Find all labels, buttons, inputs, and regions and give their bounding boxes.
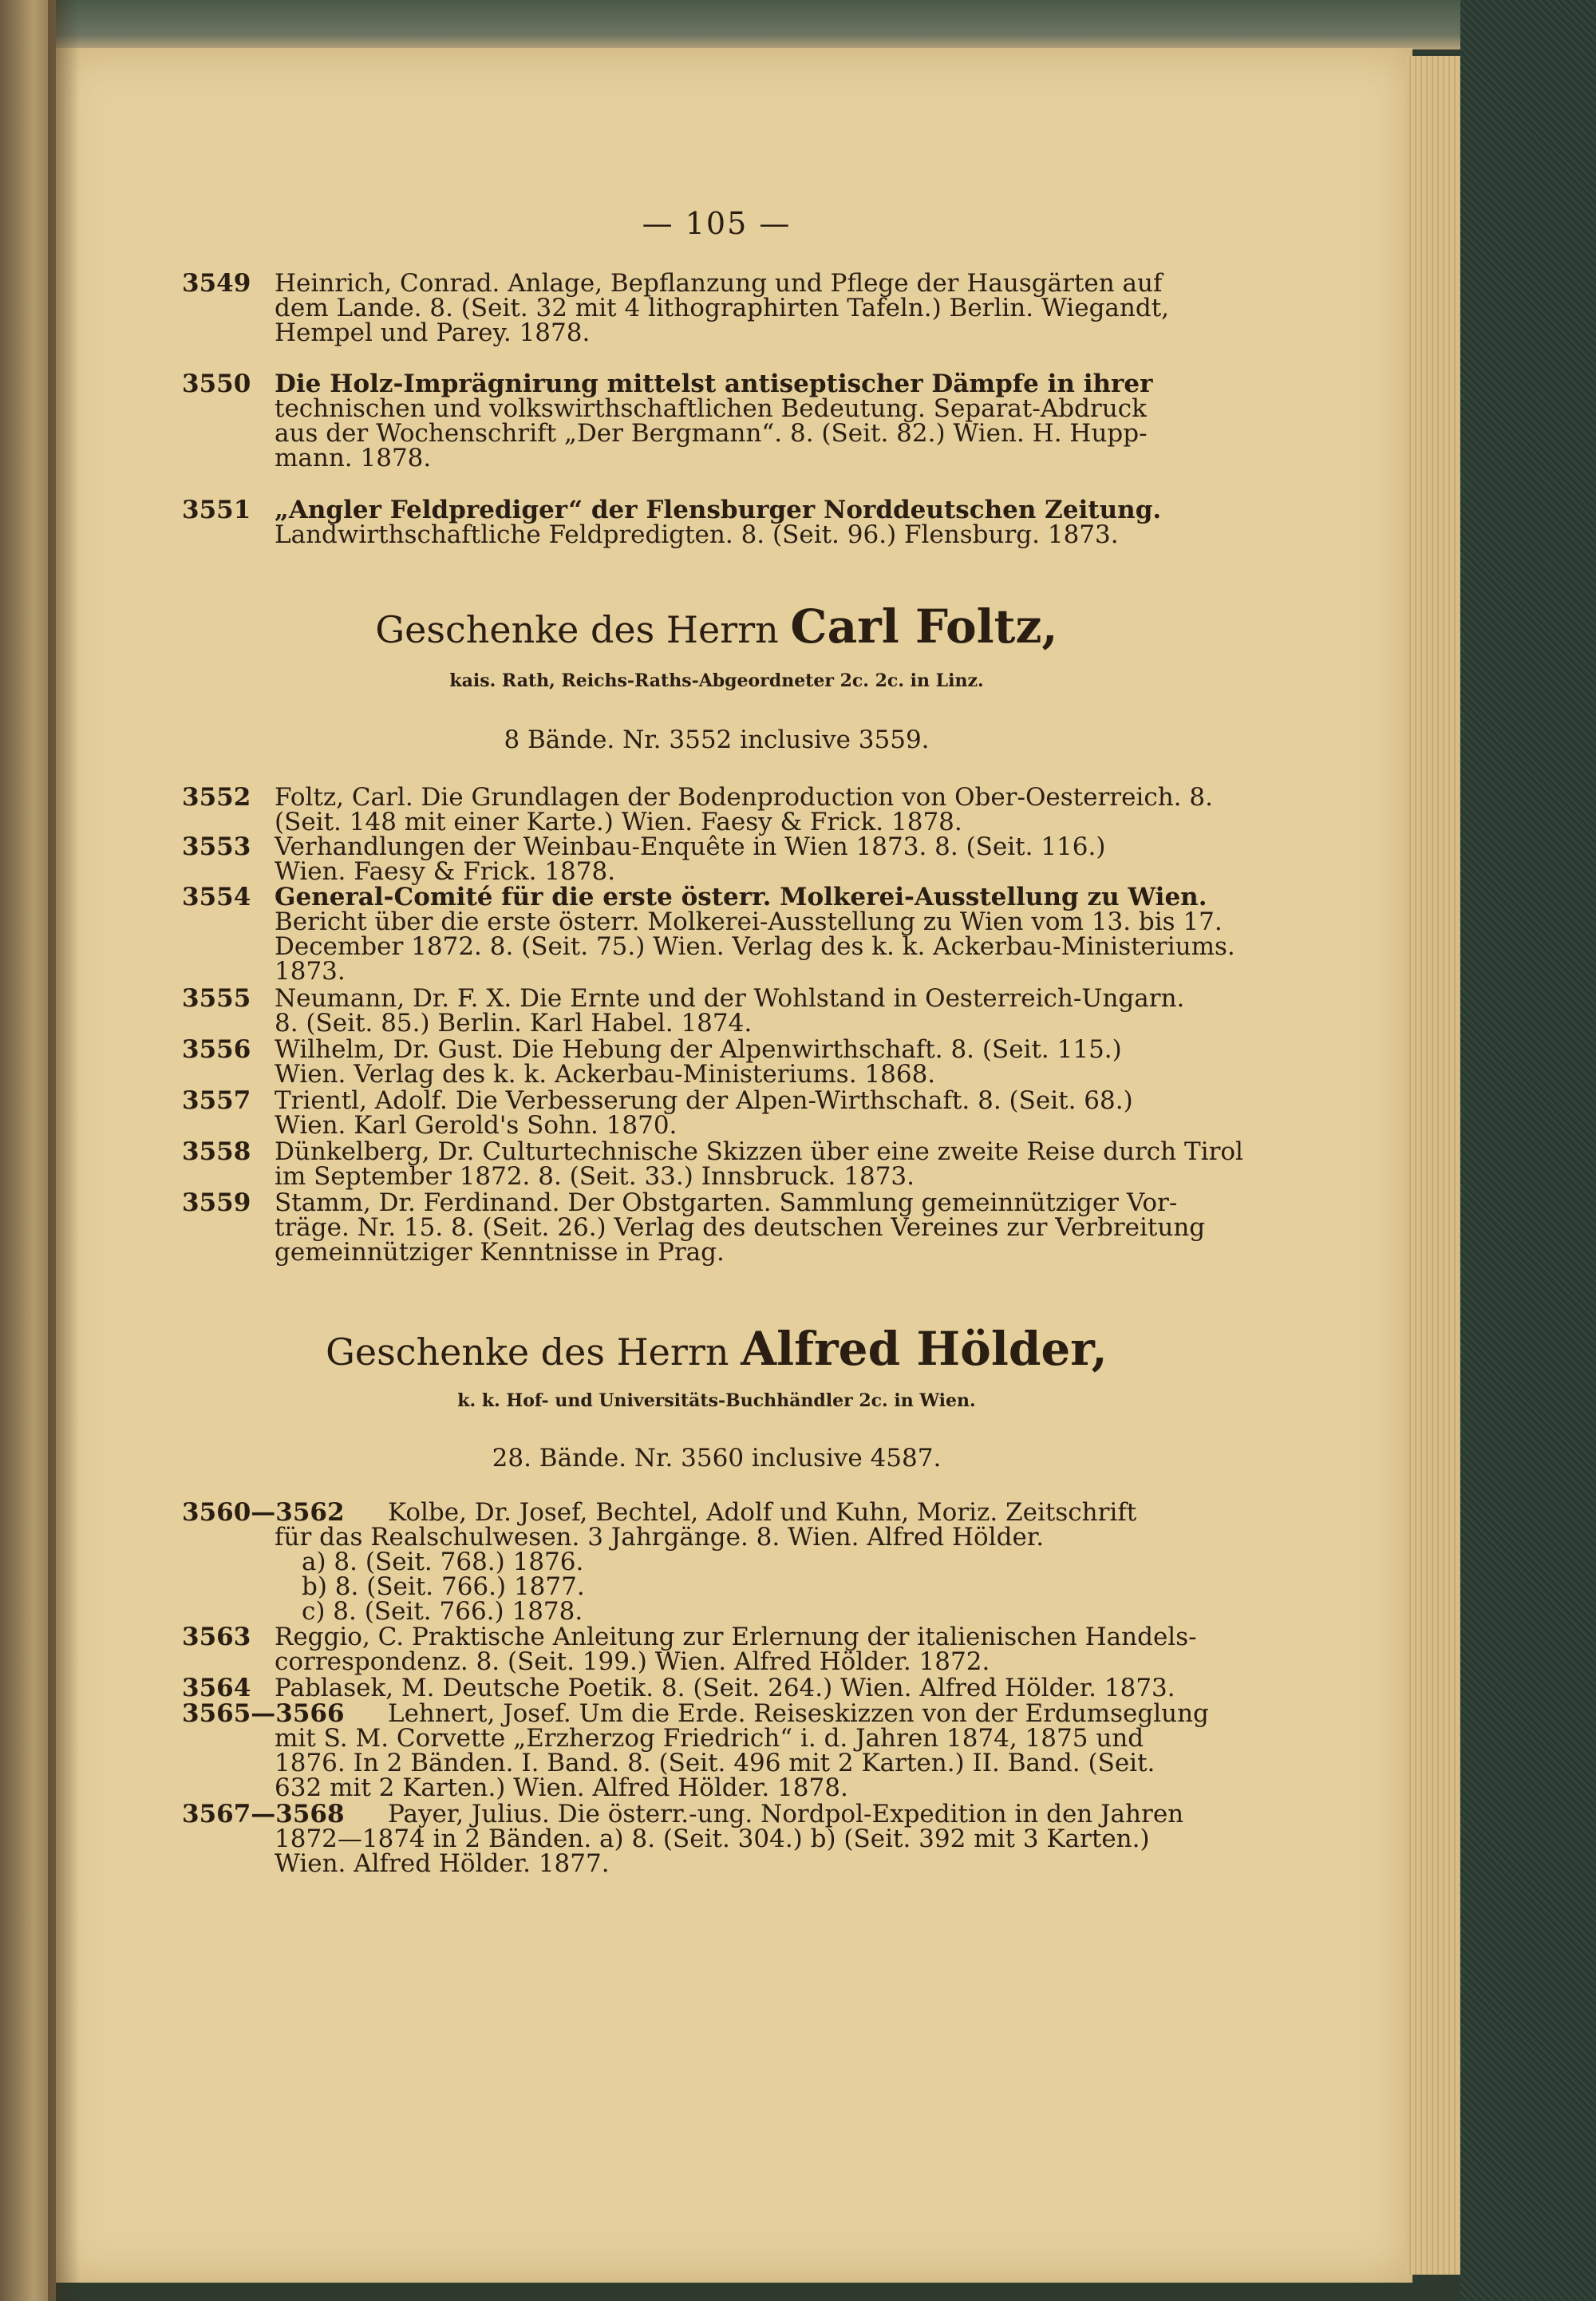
entry-line: mit S. M. Corvette „Erzherzog Friedrich“ i. d. Jahren 1874, 1875 und [275,1724,1144,1753]
entry-line: Wien. Verlag des k. k. Ackerbau-Ministeriums. 1868. [275,1060,936,1089]
entry-line: Hempel und Parey. 1878. [275,318,591,347]
entry-line: Wien. Alfred Hölder. 1877. [275,1849,610,1878]
catalog-entry [182,1137,1251,1191]
entry-line: aus der Wochenschrift „Der Bergmann“. 8. (Seit. 82.) Wien. H. Hupp- [275,419,1148,448]
entry-line: Dünkelberg, Dr. Culturtechnische Skizzen über eine zweite Reise durch Tirol [275,1137,1243,1166]
entry-number: 3556 [182,1035,251,1064]
entry-line: Landwirthschaftliche Feldpredigten. 8. (Seit. 96.) Flensburg. 1873. [275,520,1119,549]
entry-line: 8. (Seit. 85.) Berlin. Karl Habel. 1874. [275,1009,753,1038]
catalog-entry [182,1086,1251,1140]
entry-line: Payer, Julius. Die österr.-ung. Nordpol-Expedition in den Jahren [388,1800,1184,1829]
entry-number: 3553 [182,832,251,861]
entry-number: 3554 [182,883,251,911]
catalog-entry [182,1802,1251,1876]
book-top-edge [56,0,1460,49]
entry-number: 3564 [182,1674,251,1702]
catalog-entry [182,885,1251,984]
page-edges [1406,56,1460,2275]
entry-line: (Seit. 148 mit einer Karte.) Wien. Faesy & Frick. 1878. [275,808,962,836]
entry-line: Wien. Faesy & Frick. 1878. [275,857,616,886]
entry-number: 3549 [182,269,251,298]
heading-prefix: Geschenke des Herrn [375,608,779,651]
entry-line: Verhandlungen der Weinbau-Enquête in Wien 1873. 8. (Seit. 116.) [275,832,1106,861]
entry-line: December 1872. 8. (Seit. 75.) Wien. Verlag des k. k. Ackerbau-Ministeriums. [275,932,1235,961]
section-subtitle: kais. Rath, Reichs-Raths-Abgeordneter 2c. 2c. in Linz. [449,670,984,691]
entry-number: 3550 [182,370,251,398]
entry-line: correspondenz. 8. (Seit. 199.) Wien. Alfred Hölder. 1872. [275,1647,990,1676]
entry-number: 3551 [182,496,251,524]
page-number: — 105 — [642,206,792,241]
entry-line: gemeinnütziger Kenntnisse in Prag. [275,1238,725,1267]
catalog-entry [182,498,1251,548]
entry-line: für das Realschulwesen. 3 Jahrgänge. 8. Wien. Alfred Hölder. [275,1523,1045,1552]
entry-line: Heinrich, Conrad. Anlage, Bepflanzung und Pflege der Hausgärten auf [275,269,1163,298]
catalog-entry [182,1699,1251,1802]
entry-line: Lehnert, Josef. Um die Erde. Reiseskizzen von der Erdumseglung [388,1699,1209,1728]
entry-number: 3560—3562 [182,1498,345,1527]
entry-line: Trientl, Adolf. Die Verbesserung der Alpen-Wirthschaft. 8. (Seit. 68.) [275,1086,1133,1115]
entry-line: träge. Nr. 15. 8. (Seit. 26.) Verlag des deutschen Vereines zur Verbreitung [275,1213,1206,1242]
entry-line: technischen und volkswirthschaftlichen Bedeutung. Separat-Abdruck [275,394,1147,423]
catalog-entry [182,1676,1251,1701]
entry-number: 3557 [182,1086,251,1115]
catalog-entry [182,271,1251,346]
catalog-entry [182,1500,1251,1624]
entry-line: 1873. [275,957,346,986]
entry-line: 1872—1874 in 2 Bänden. a) 8. (Seit. 304.) b) (Seit. 392 mit 3 Karten.) [275,1825,1150,1853]
entry-line: im September 1872. 8. (Seit. 33.) Innsbruck. 1873. [275,1162,915,1191]
entry-line: Wien. Karl Gerold's Sohn. 1870. [275,1111,678,1140]
entry-line: Stamm, Dr. Ferdinand. Der Obstgarten. Sammlung gemeinnütziger Vor- [275,1188,1178,1217]
entry-line: „Angler Feldprediger“ der Flensburger Norddeutschen Zeitung. [275,496,1162,524]
catalog-entry [182,1625,1251,1674]
entry-line: Bericht über die erste österr. Molkerei-Ausstellung zu Wien vom 13. bis 17. [275,907,1223,936]
entry-line: Die Holz-Imprägnirung mittelst antiseptischer Dämpfe in ihrer [275,370,1153,398]
entry-number: 3555 [182,984,251,1013]
book-cover-right [1460,0,1596,2301]
entry-line: Foltz, Carl. Die Grundlagen der Bodenproduction von Ober-Oesterreich. 8. [275,783,1213,812]
catalog-entry [182,1035,1251,1089]
entry-number: 3559 [182,1188,251,1217]
section-count: 8 Bände. Nr. 3552 inclusive 3559. [504,725,930,754]
entry-line: dem Lande. 8. (Seit. 32 mit 4 lithographirten Tafeln.) Berlin. Wiegandt, [275,294,1170,322]
entry-line: Kolbe, Dr. Josef, Bechtel, Adolf und Kuhn, Moriz. Zeitschrift [388,1498,1137,1527]
heading-prefix: Geschenke des Herrn [326,1330,729,1374]
catalog-entry [182,785,1251,835]
catalog-entry [182,986,1251,1036]
section-heading [182,599,1251,654]
catalog-entry [182,832,1251,886]
entry-number: 3567—3568 [182,1800,345,1829]
section-heading [182,1322,1251,1376]
heading-donor-name: Carl Foltz, [790,599,1058,654]
entry-number: 3563 [182,1623,251,1651]
entry-number: 3565—3566 [182,1699,345,1728]
section-count: 28. Bände. Nr. 3560 inclusive 4587. [492,1444,942,1473]
entry-number: 3558 [182,1137,251,1166]
catalog-entry [182,372,1251,471]
entry-line: 632 mit 2 Karten.) Wien. Alfred Hölder. 1878. [275,1773,848,1802]
catalog-entry [182,1188,1251,1267]
entry-line: a) 8. (Seit. 768.) 1876. [302,1548,584,1576]
entry-line: Wilhelm, Dr. Gust. Die Hebung der Alpenwirthschaft. 8. (Seit. 115.) [275,1035,1122,1064]
entry-line: mann. 1878. [275,444,432,472]
entry-line: Pablasek, M. Deutsche Poetik. 8. (Seit. 264.) Wien. Alfred Hölder. 1873. [275,1674,1175,1702]
section-subtitle: k. k. Hof- und Universitäts-Buchhändler 2c. in Wien. [457,1390,976,1411]
entry-line: Neumann, Dr. F. X. Die Ernte und der Wohlstand in Oesterreich-Ungarn. [275,984,1185,1013]
entry-line: Reggio, C. Praktische Anleitung zur Erlernung der italienischen Handels- [275,1623,1197,1651]
entry-number: 3552 [182,783,251,812]
heading-donor-name: Alfred Hölder, [741,1322,1108,1376]
entry-line: b) 8. (Seit. 766.) 1877. [302,1572,585,1601]
spine-shadow [48,0,80,2301]
entry-line: 1876. In 2 Bänden. I. Band. 8. (Seit. 496 mit 2 Karten.) II. Band. (Seit. [275,1749,1156,1777]
entry-line: c) 8. (Seit. 766.) 1878. [302,1597,583,1626]
entry-line: General-Comité für die erste österr. Molkerei-Ausstellung zu Wien. [275,883,1207,911]
